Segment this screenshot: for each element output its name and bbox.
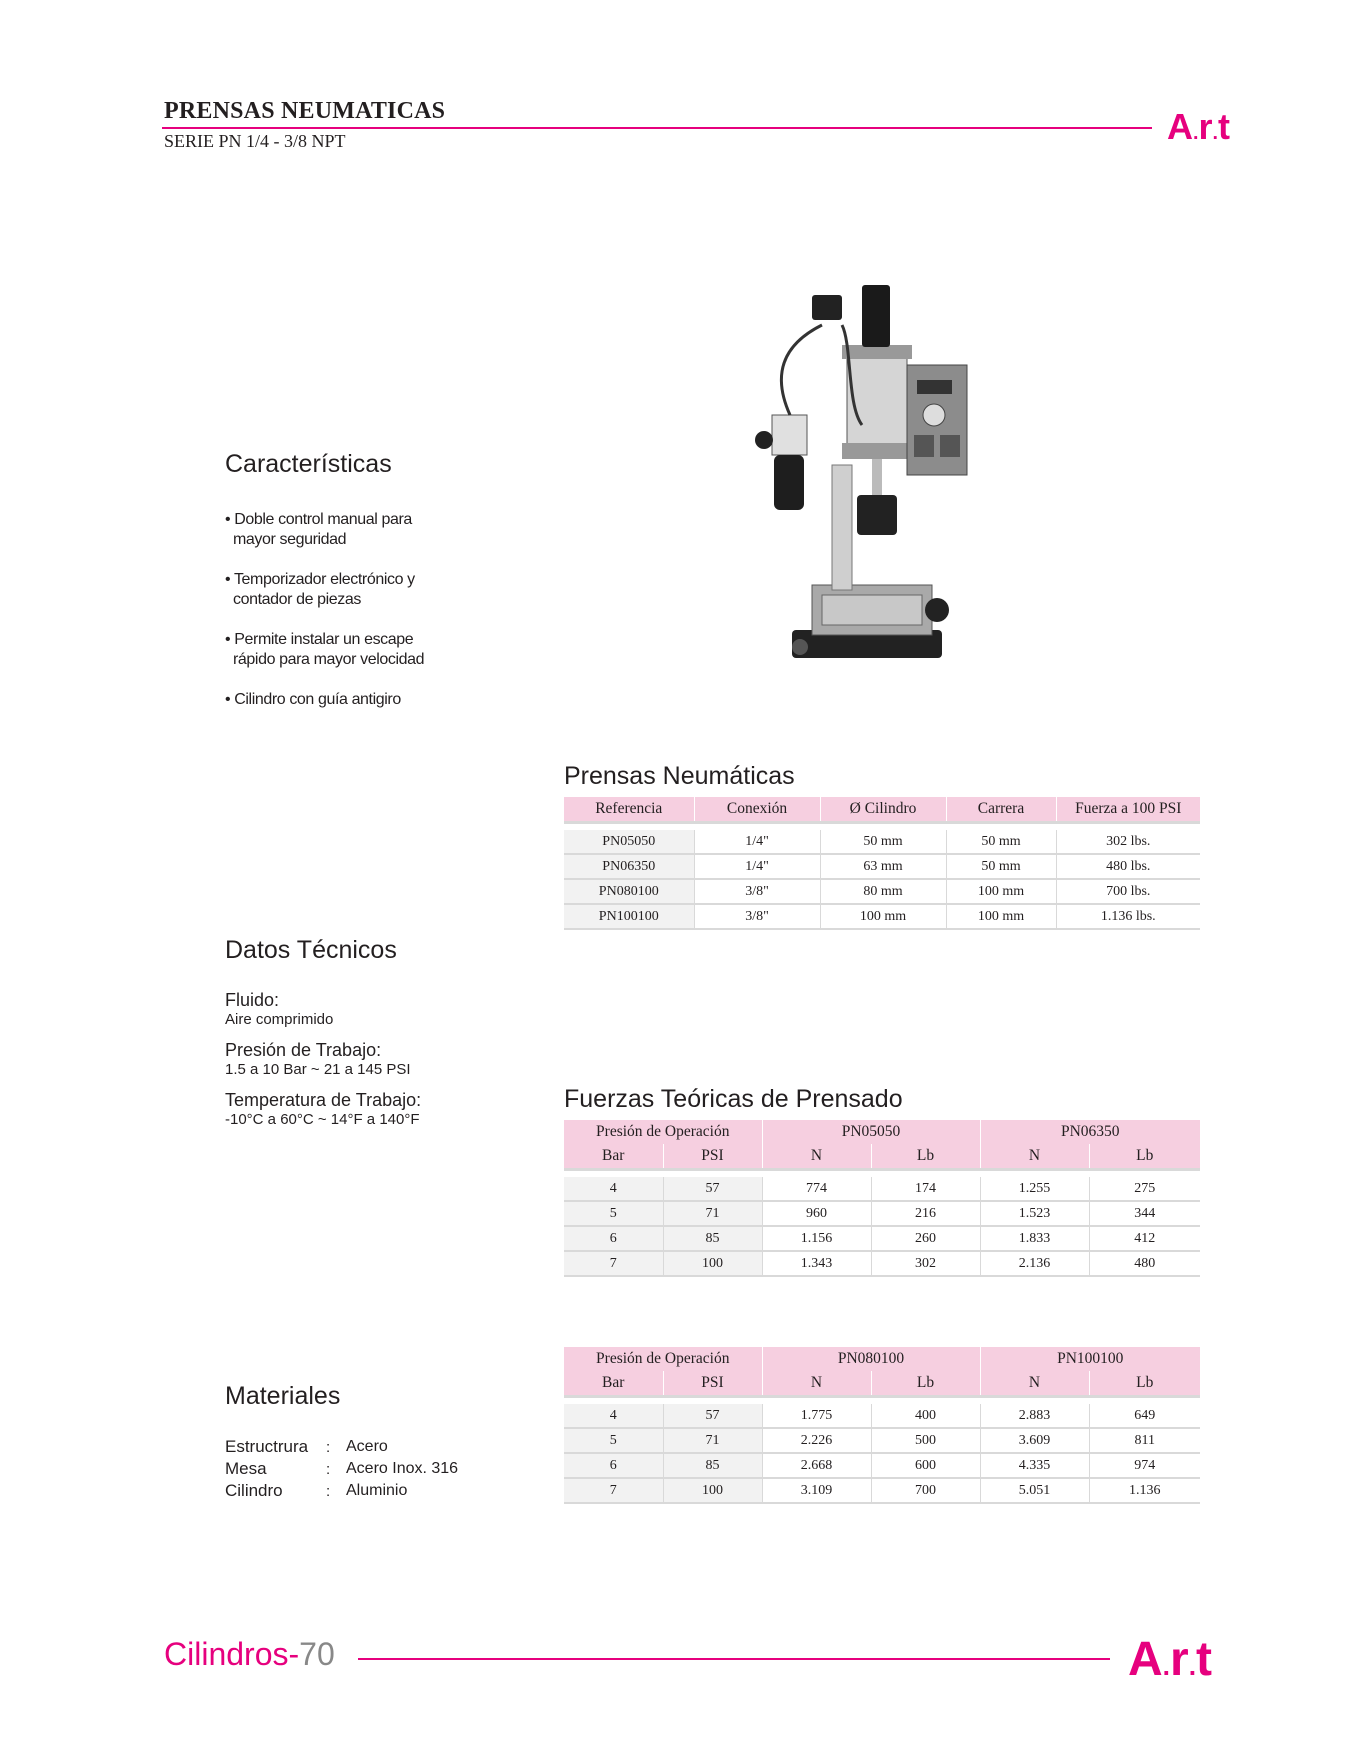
models-table-title: Prensas Neumáticas bbox=[564, 762, 795, 790]
tech-data-title: Datos Técnicos bbox=[225, 936, 397, 964]
feature-item: • Cilindro con guía antigiro bbox=[225, 691, 401, 708]
table-row: PN06350 1/4" 63 mm 50 mm 480 lbs. bbox=[564, 854, 1200, 879]
table-header-row: Bar PSI N Lb N Lb bbox=[564, 1144, 1200, 1170]
table-row: 5 71 960 216 1.523 344 bbox=[564, 1201, 1200, 1226]
materials-row: Mesa : Acero Inox. 316 bbox=[225, 1459, 459, 1478]
table-group-header-row: Presión de Operación PN080100 PN100100 bbox=[564, 1347, 1200, 1371]
table-row: PN100100 3/8" 100 mm 100 mm 1.136 lbs. bbox=[564, 904, 1200, 929]
feature-item: • Permite instalar un escape rápido para mayor velocidad bbox=[225, 631, 425, 668]
table-group-header-row: Presión de Operación PN05050 PN06350 bbox=[564, 1120, 1200, 1144]
table-row: PN080100 3/8" 80 mm 100 mm 700 lbs. bbox=[564, 879, 1200, 904]
header-rule bbox=[162, 127, 1152, 129]
art-logo: A.r.t bbox=[1167, 106, 1231, 147]
forces-table-1 bbox=[564, 1120, 1200, 1277]
table-row: PN05050 1/4" 50 mm 50 mm 302 lbs. bbox=[564, 830, 1200, 854]
column-header: Referencia bbox=[564, 797, 694, 823]
table-header-row: Bar PSI N Lb N Lb bbox=[564, 1371, 1200, 1397]
feature-item: • Doble control manual para mayor seguridad bbox=[225, 511, 412, 548]
page-subtitle: SERIE PN 1/4 - 3/8 NPT bbox=[164, 131, 346, 151]
column-header: Conexión bbox=[694, 797, 820, 823]
fluid-value: Aire comprimido bbox=[225, 1011, 334, 1028]
materials-row: Cilindro : Aluminio bbox=[225, 1481, 408, 1500]
feature-list bbox=[225, 510, 424, 710]
table-row: 5 71 2.226 500 3.609 811 bbox=[564, 1428, 1200, 1453]
temperature-value: -10°C a 60°C ~ 14°F a 140°F bbox=[225, 1111, 420, 1128]
column-header: Ø Cilindro bbox=[820, 797, 946, 823]
pneumatic-press-image bbox=[752, 285, 972, 685]
footer-page-label: Cilindros-70 bbox=[164, 1636, 335, 1672]
table-row: 6 85 2.668 600 4.335 974 bbox=[564, 1453, 1200, 1478]
table-row: 7 100 1.343 302 2.136 480 bbox=[564, 1251, 1200, 1276]
table-row: 7 100 3.109 700 5.051 1.136 bbox=[564, 1478, 1200, 1503]
page-title: PRENSAS NEUMATICAS bbox=[164, 98, 446, 124]
feature-item: • Temporizador electrónico y contador de piezas bbox=[225, 571, 415, 608]
models-table bbox=[564, 797, 1200, 930]
temperature-label: Temperatura de Trabajo: bbox=[225, 1090, 422, 1110]
pressure-value: 1.5 a 10 Bar ~ 21 a 145 PSI bbox=[225, 1061, 411, 1078]
features-title: Características bbox=[225, 450, 392, 478]
materials-title: Materiales bbox=[225, 1382, 341, 1410]
art-logo-footer: A.r.t bbox=[1128, 1633, 1213, 1686]
forces-table-title: Fuerzas Teóricas de Prensado bbox=[564, 1085, 903, 1113]
footer-rule bbox=[358, 1658, 1110, 1660]
tech-data bbox=[225, 990, 421, 1128]
forces-table-2 bbox=[564, 1347, 1200, 1504]
page-number: 70 bbox=[299, 1636, 335, 1672]
table-header-row bbox=[564, 797, 1200, 823]
table-row: 4 57 1.775 400 2.883 649 bbox=[564, 1404, 1200, 1428]
table-row: 4 57 774 174 1.255 275 bbox=[564, 1177, 1200, 1201]
materials-row: Estructrura : Acero bbox=[225, 1437, 388, 1456]
column-header: Carrera bbox=[946, 797, 1056, 823]
fluid-label: Fluido: bbox=[225, 990, 280, 1010]
table-row: 6 85 1.156 260 1.833 412 bbox=[564, 1226, 1200, 1251]
materials-list bbox=[225, 1436, 459, 1502]
pressure-label: Presión de Trabajo: bbox=[225, 1040, 382, 1060]
column-header: Fuerza a 100 PSI bbox=[1056, 797, 1200, 823]
